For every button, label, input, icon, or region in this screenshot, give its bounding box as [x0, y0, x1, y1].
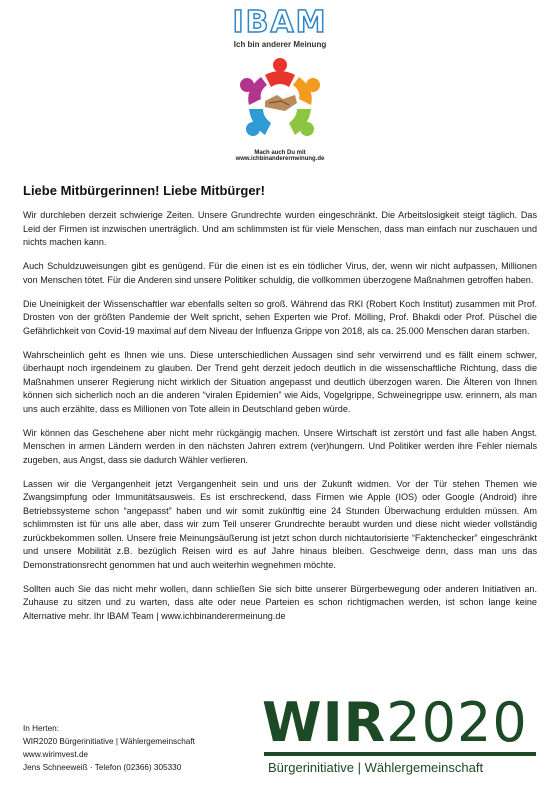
ibam-tagline: Ich bin anderer Meinung — [233, 40, 327, 49]
contact-block — [23, 722, 195, 774]
ibam-logo-text: IBAM — [232, 5, 328, 40]
year-text: 2020 — [386, 691, 528, 754]
logo-caption-line1: Mach auch Du mit — [254, 150, 306, 156]
letter-greeting: Liebe Mitbürgerinnen! Liebe Mitbürger! — [23, 183, 265, 198]
contact-location: In Herten: — [23, 724, 59, 733]
wir2020-wordmark — [262, 691, 542, 754]
paragraph: Wahrscheinlich geht es Ihnen wie uns. Diese unterschiedlichen Aussagen sind sehr verwirrend und es fällt einem schwer, überhaupt noch irgendeinem zu glauben. Der Trend geht derzeit jedoch deutlich in die wissenschaftliche Richtung, dass die Maßnahmen unserer Regierung nicht wirklich der Situation angepasst und deutlich überzogen waren. Die Älteren von Ihnen können sich sicherlich noch an die anderen “viralen Epidemien” wie Aids, Vogelgrippe, Schweinegrippe usw. erinnern, als man uns auch erzählte, dass es Millionen von Tote allein in Deutschland geben würde. — [23, 349, 537, 414]
wir2020-logo — [262, 691, 542, 775]
paragraph: Wir können das Geschehene aber nicht mehr rückgängig machen. Unsere Wirtschaft ist zerstört und fast alle haben Angst. Menschen in armen Ländern werden in den nächsten Jahren extrem (ver)hungern. Und Politiker werden ihre Fehler niemals zugeben, aus Angst, dass sie dadurch Wähler verlieren. — [23, 427, 537, 465]
contact-website: www.wirimvest.de — [23, 750, 89, 759]
paragraph: Sollten auch Sie das nicht mehr wollen, dann schließen Sie sich bitte unserer Bürgerbewegung oder anderen Initiativen an. Zuhause zu sitzen und zu warten, dass alte oder neue Parteien es schon richtigmachen werden, ist schon lange keine Alternative mehr. Ihr IBAM Team | www.ichbinanderermeinung.de — [23, 583, 537, 621]
wir2020-subtitle: Bürgerinitiative | Wählergemeinschaft — [268, 760, 484, 775]
paragraph: Lassen wir die Vergangenheit jetzt Vergangenheit sein und uns der Zukunft widmen. Vor der Tür stehen Themen wie Zwangsimpfung oder Immunitätsausweis. Es ist erschreckend, dass Firmen wie Apple (IOS) oder Google (Android) ihre Betriebssysteme schon “angepasst” haben und wir somit zukünftig eine 24 Stunden Überwachung erdulden müssen. Am schlimmsten ist für uns alle aber, dass wir zum Teil unserer Grundrechte beraubt wurden und diese nicht wieder vollständig zurückbekommen sollen. Unsere freie Meinungsäußerung ist jetzt schon durch nichtautorisierte “Faktenchecker” eingeschränkt und unsere Mobilität z.B. bezüglich Reisen wird es auf Jahre hinaus bleiben. Geschweige denn, dass man uns das Demonstrationsrecht genommen hat und auch weiterhin wegnehmen möchte. — [23, 478, 537, 570]
contact-phone: Jens Schneeweiß · Telefon (02366) 305330 — [23, 763, 182, 772]
logo-caption-line2: www.ichbinanderermeinung.de — [235, 156, 325, 162]
paragraph: Auch Schuldzuweisungen gibt es genügend. Für die einen ist es ein tödlicher Virus, der, wenn wir nicht aufpassen, Millionen von Menschen tötet. Für die Anderen sind unsere Politiker schuldig, die vollkommen überzogene Maßnahmen getroffen haben. — [23, 261, 537, 285]
paragraph: Die Uneinigkeit der Wissenschaftler war ebenfalls selten so groß. Während das RKI (Robert Koch Institut) zusammen mit Prof. Drosten von der größten Pandemie der Welt spricht, sehen Experten wie Prof. Mölling, Prof. Bhakdi oder Prof. Püschel die Gefährlichkeit von Covid-19 maximal auf dem Niveau der Influenza Grippe von 2018, als ca. 25.000 Menschen daran starben. — [23, 298, 537, 336]
letter-body — [23, 183, 537, 634]
people-circle-logo-icon — [225, 53, 335, 148]
paragraph: Wir durchleben derzeit schwierige Zeiten. Unsere Grundrechte wurden eingeschränkt. Die Arbeitslosigkeit steigt täglich. Das Leid der Firmen ist inzwischen unerträglich. Und am schlimmsten ist für viele Menschen, dass man einfach nur zuschauen und nichts machen kann. — [23, 210, 537, 247]
contact-organisation: WIR2020 Bürgerinitiative | Wählergemeinschaft — [23, 737, 195, 746]
wir-text: WIR — [262, 691, 387, 754]
header — [0, 5, 560, 162]
